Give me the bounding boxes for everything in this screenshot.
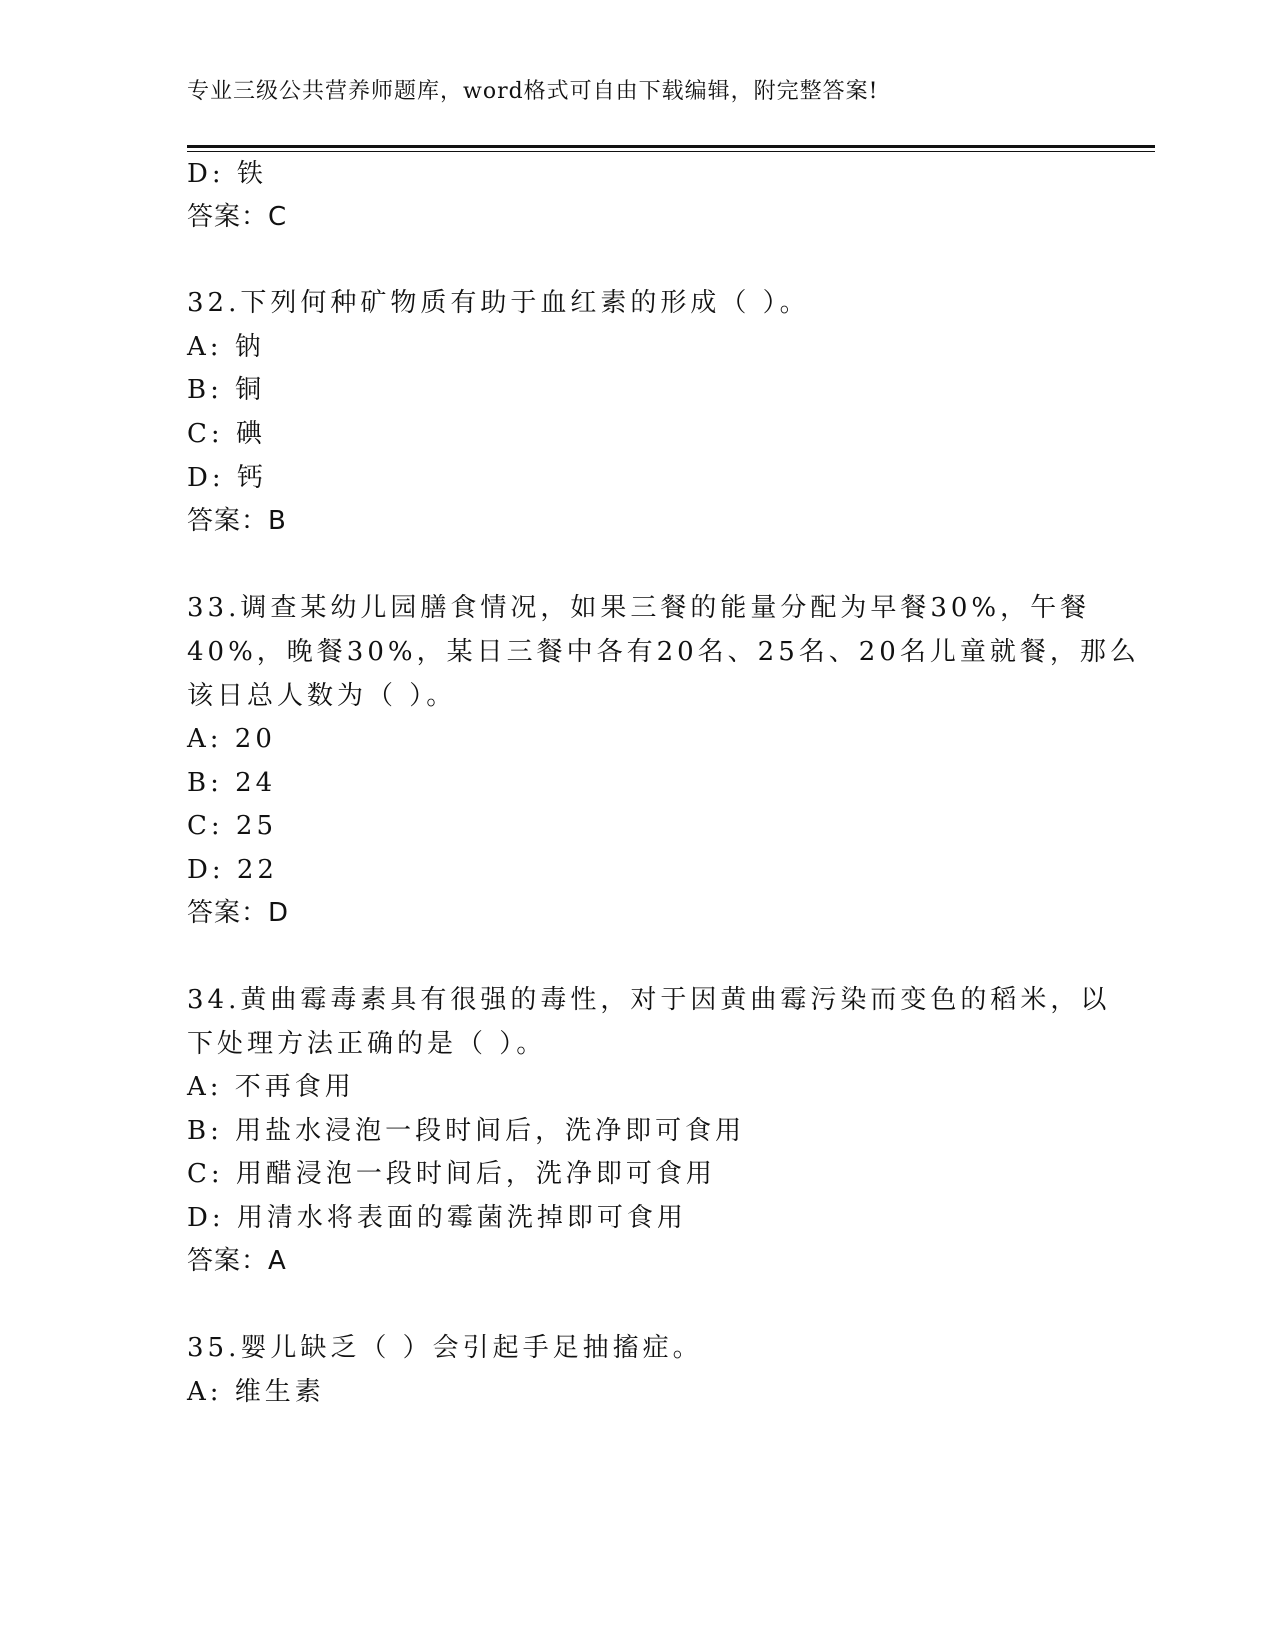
q32-option-c: C: 碘 [187,419,266,449]
q34-option-b: B: 用盐水浸泡一段时间后，洗净即可食用 [187,1116,746,1146]
q32-stem: 32.下列何种矿物质有助于血红素的形成（ ）。 [187,288,810,318]
q32-option-d: D: 钙 [187,463,267,493]
q34-stem-line-1: 34.黄曲霉毒素具有很强的毒性，对于因黄曲霉污染而变色的稻米，以 [187,985,1111,1015]
prev-answer: 答案：C [187,202,288,232]
q32-option-a: A: 钠 [187,332,265,362]
q33-option-d: D: 22 [187,855,278,885]
q33-option-a: A: 20 [187,724,276,754]
header-rule-thick [187,145,1155,148]
header-rule-thin [187,151,1155,152]
q34-stem-line-2: 下处理方法正确的是（ ）。 [187,1029,547,1059]
q33-option-b: B: 24 [187,768,277,798]
page-header: 专业三级公共营养师题库，word格式可自由下载编辑，附完整答案! [187,79,879,104]
q34-option-a: A: 不再食用 [187,1072,355,1102]
q32-option-b: B: 铜 [187,375,266,405]
q34-answer: 答案：A [187,1246,287,1276]
prev-option-d: D: 铁 [187,159,267,189]
q35-option-a: A: 维生素 [187,1377,325,1407]
q33-stem-line-1: 33.调查某幼儿园膳食情况，如果三餐的能量分配为早餐30%，午餐 [187,593,1091,623]
q33-stem-line-2: 40%，晚餐30%，某日三餐中各有20名、25名、20名儿童就餐，那么 [187,637,1140,667]
q35-stem: 35.婴儿缺乏（ ）会引起手足抽搐症。 [187,1333,703,1363]
q33-stem-line-3: 该日总人数为（ ）。 [187,681,457,711]
q34-option-d: D: 用清水将表面的霉菌洗掉即可食用 [187,1203,687,1233]
q33-option-c: C: 25 [187,811,278,841]
q34-option-c: C: 用醋浸泡一段时间后，洗净即可食用 [187,1159,716,1189]
q32-answer: 答案：B [187,506,287,536]
q33-answer: 答案：D [187,898,290,928]
